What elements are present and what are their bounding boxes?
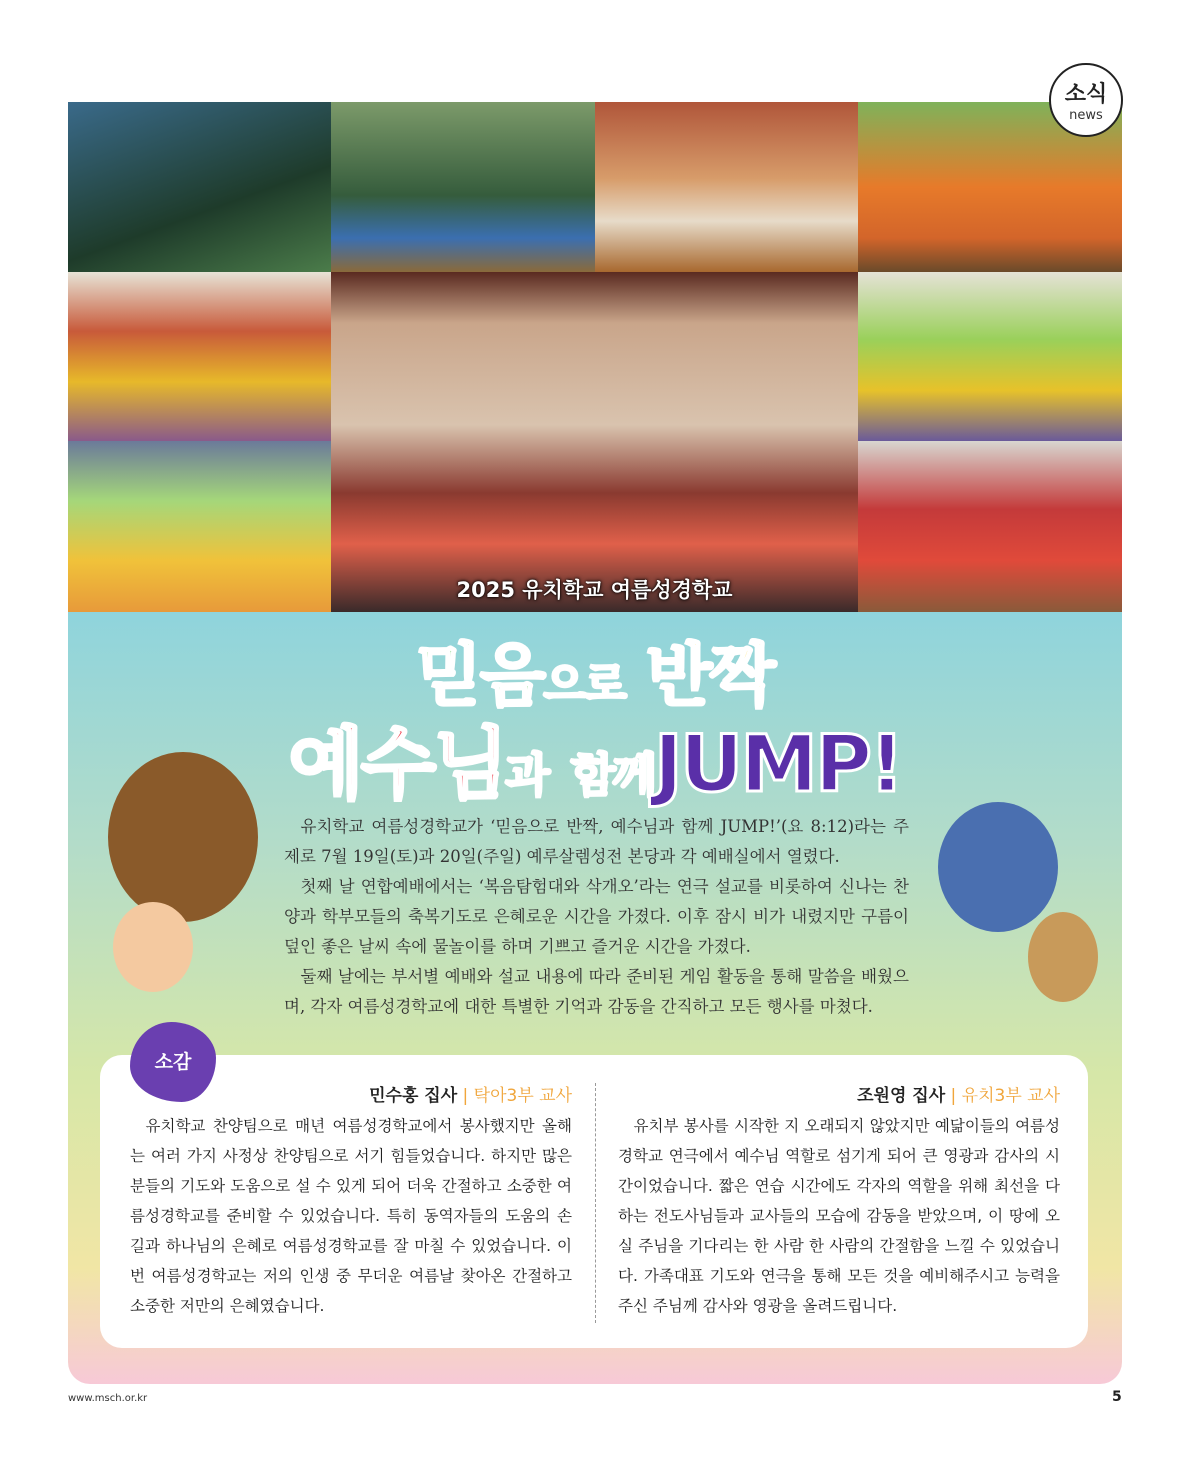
- child-character-illustration: [113, 902, 193, 992]
- section-badge-english: news: [1069, 108, 1103, 123]
- photo-stage-kids: [331, 102, 595, 272]
- impression-text: 유치학교 찬양팀으로 매년 여름성경학교에서 봉사했지만 올해는 여러 가지 사정상 찬양팀으로 서기 힘들었습니다. 하지만 많은 분들의 기도와 도움으로 설 수 있게 되어 더욱 간절하고 소중한 여름성경학교를 준비할 수 있었습니다. 특히 동역자들의 도움의 손길과 하나님의 은혜로 여름성경학교를 잘 마칠 수 있었습니다. 이번 여름성경학교는 저의 인생 중 무더운 여름날 찾아온 간절하고 소중한 저만의 은혜였습니다.: [130, 1117, 572, 1315]
- photo-kids-singing: [68, 441, 331, 612]
- impressions-card: [100, 1055, 1088, 1348]
- title-word: 으로: [543, 659, 625, 710]
- author-role: | 탁아3부 교사: [462, 1086, 572, 1106]
- author-name: 조원영 집사: [857, 1086, 946, 1106]
- section-badge: [1049, 63, 1123, 137]
- section-badge-korean: 소식: [1064, 82, 1108, 107]
- title-line-2: [68, 702, 1122, 814]
- title-word: 예수님: [288, 720, 506, 810]
- page-number: 5: [1112, 1389, 1122, 1405]
- photo-caption: 2025 유치학교 여름성경학교: [456, 578, 733, 602]
- author-name: 민수홍 집사: [369, 1086, 458, 1106]
- column-divider: [595, 1083, 596, 1323]
- footer-url: www.msch.or.kr: [68, 1393, 148, 1404]
- impression-text: 유치부 봉사를 시작한 지 오래되지 않았지만 예닮이들의 여름성경학교 연극에서 예수님 역할로 섬기게 되어 큰 영광과 감사의 시간이었습니다. 짧은 연습 시간에도 각자의 역할을 위해 최선을 다하는 전도사님들과 교사들의 모습에 감동을 받았으며, 이 땅에 오실 주님을 기다리는 한 사람 한 사람의 간절함을 느낄 수 있었습니다. 가족대표 기도와 연극을 통해 모든 것을 예비해주시고 능력을 주신 주님께 감사와 영광을 올려드립니다.: [618, 1117, 1060, 1315]
- article-panel: [68, 612, 1122, 1384]
- article-paragraph: 첫째 날 연합예배에서는 ‘복음탐험대와 삭개오’라는 연극 설교를 비롯하여 신나는 찬양과 학부모들의 축복기도로 은혜로운 시간을 가졌다. 이후 잠시 비가 내렸지만 구름이 덮인 좋은 날씨 속에 물놀이를 하며 기쁘고 즐거운 시간을 가졌다.: [284, 877, 909, 956]
- photo-speakers: [68, 102, 331, 272]
- disciple-character-illustration: [938, 802, 1058, 932]
- impression-column: [130, 1081, 572, 1321]
- impression-column: [618, 1081, 1060, 1321]
- author-role: | 유치3부 교사: [950, 1086, 1060, 1106]
- title-word: JUMP!: [653, 720, 902, 810]
- article-paragraph: 둘째 날에는 부서별 예배와 설교 내용에 따라 준비된 게임 활동을 통해 말씀을 배웠으며, 각자 여름성경학교에 대한 특별한 기억과 감동을 간직하고 모든 행사를 마쳤다.: [284, 967, 909, 1016]
- title-word: 반짝: [646, 637, 774, 716]
- photo-audience-red: [858, 441, 1122, 612]
- title-word: 함께: [571, 748, 654, 802]
- photo-audience-right: [858, 272, 1122, 441]
- photo-audience-left: [68, 272, 331, 441]
- impressions-label: 소감: [130, 1022, 216, 1102]
- photo-drama: [595, 102, 858, 272]
- article-body: [284, 812, 909, 1022]
- title-word: 믿음: [416, 637, 544, 716]
- photo-collage: [68, 102, 1122, 612]
- title-word: 과: [505, 748, 547, 802]
- boy-character-illustration: [1028, 912, 1098, 1002]
- article-paragraph: 유치학교 여름성경학교가 ‘믿음으로 반짝, 예수님과 함께 JUMP!’(요 8:12)라는 주제로 7월 19일(토)과 20일(주일) 예루살렘성전 본당과 각 예배실에서 열렸다.: [284, 817, 909, 866]
- photo-main-stage: [331, 272, 858, 612]
